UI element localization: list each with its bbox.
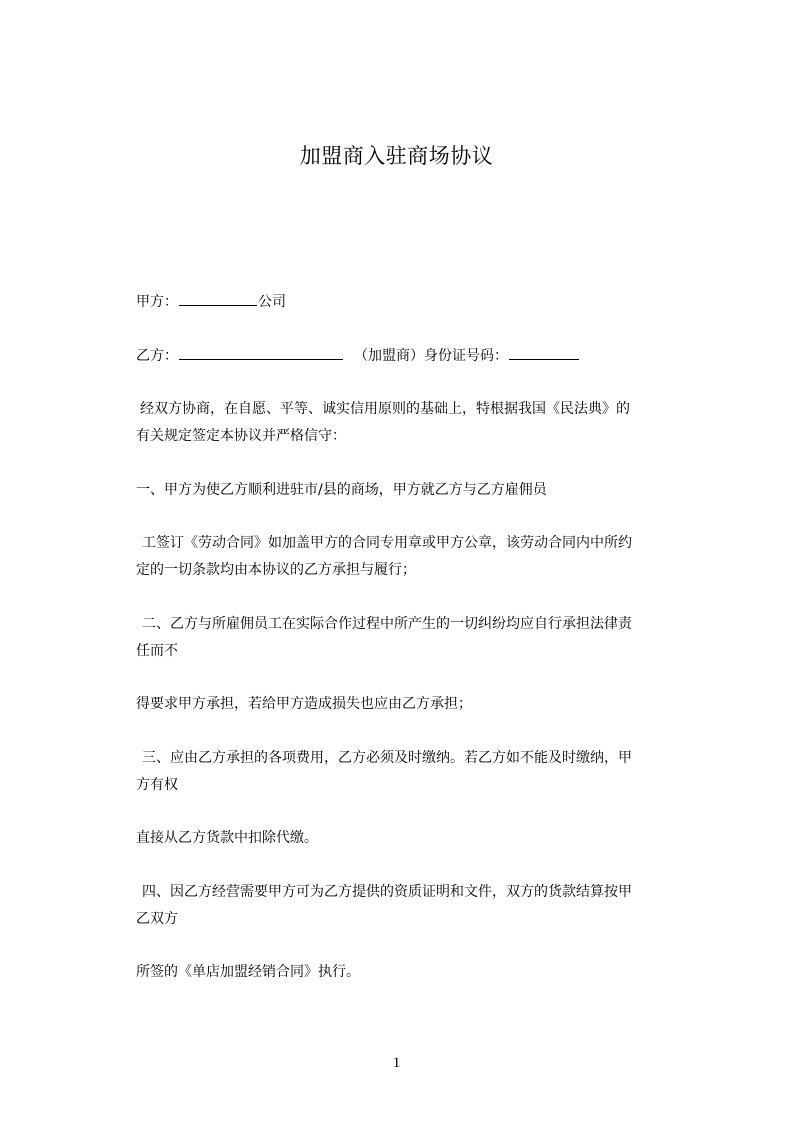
clause-3b: 直接从乙方货款中扣除代缴。: [136, 830, 318, 846]
party-a-suffix: 公司: [258, 294, 286, 310]
clause-4-line-1: 四、因乙方经营需要甲方可为乙方提供的资质证明和文件，双方的货款结算按甲: [142, 884, 632, 900]
clause-1-line-1: 一、甲方为使乙方顺利进驻市/县的商场，甲方就乙方与乙方雇佣员: [136, 482, 547, 498]
page-number: 1: [392, 1055, 401, 1071]
clause-2b: 得要求甲方承担，若给甲方造成损失也应由乙方承担；: [136, 696, 472, 712]
party-b-label: 乙方：: [136, 348, 178, 364]
clause-3-line-2: 方有权: [136, 777, 178, 793]
clause-1b-line-2: 定的一切条款均由本协议的乙方承担与履行；: [136, 562, 416, 578]
party-b-middle: （加盟商）身份证号码：: [354, 348, 508, 364]
party-b-line: [136, 345, 580, 366]
clause-3-line-1: 三、应由乙方承担的各项费用，乙方必须及时缴纳。若乙方如不能及时缴纳，甲: [142, 750, 632, 766]
party-b-id-blank[interactable]: [509, 345, 579, 360]
party-a-blank[interactable]: [179, 291, 257, 306]
intro-line-1: 经双方协商，在自愿、平等、诚实信用原则的基础上，特根据我国《民法典》的: [140, 401, 630, 417]
intro-line-2: 有关规定签定本协议并严格信守：: [136, 428, 346, 444]
party-a-line: [136, 291, 286, 312]
party-a-label: 甲方：: [136, 294, 178, 310]
clause-2-line-1: 二、乙方与所雇佣员工在实际合作过程中所产生的一切纠纷均应自行承担法律责: [142, 616, 632, 632]
party-b-name-blank[interactable]: [179, 345, 343, 360]
clause-2-line-2: 任而不: [136, 643, 178, 659]
clause-4b: 所签的《单店加盟经销合同》执行。: [136, 964, 360, 980]
clause-1b-line-1: 工签订《劳动合同》如加盖甲方的合同专用章或甲方公章，该劳动合同内中所约: [142, 535, 632, 551]
document-title: 加盟商入驻商场协议: [299, 144, 494, 168]
clause-4-line-2: 乙双方: [136, 911, 178, 927]
